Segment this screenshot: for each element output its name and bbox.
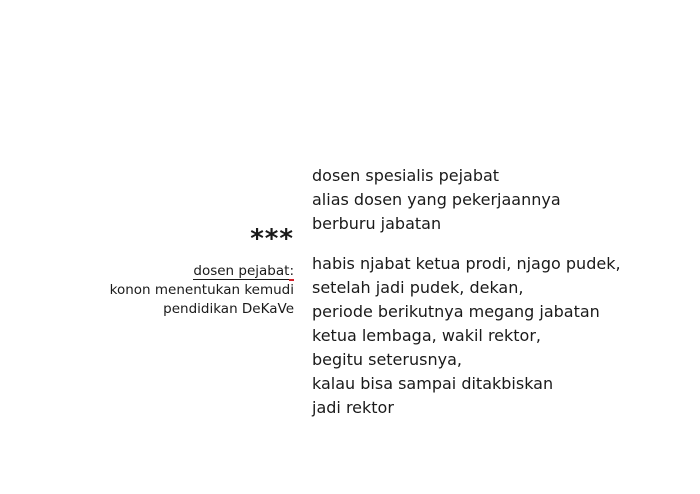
poem-line: habis njabat ketua prodi, njago pudek, xyxy=(312,254,621,273)
poem xyxy=(312,164,621,420)
poem-line: berburu jabatan xyxy=(312,214,442,233)
poem-line: dosen spesialis pejabat xyxy=(312,166,500,185)
poem-line: ketua lembaga, wakil rektor, xyxy=(312,326,542,345)
side-note-heading xyxy=(110,262,294,281)
poem-line: begitu seterusnya, xyxy=(312,350,462,369)
side-note-title: dosen pejabat xyxy=(193,263,290,279)
poem-line: jadi rektor xyxy=(312,398,394,417)
poem-line: periode berikutnya megang jabatan xyxy=(312,302,600,321)
side-note-line: konon menentukan kemudi xyxy=(109,282,294,298)
poem-line: setelah jadi pudek, dekan, xyxy=(312,278,524,297)
poem-stanza xyxy=(312,164,621,236)
side-note-line: pendidikan DeKaVe xyxy=(163,301,294,317)
poem-line: kalau bisa sampai ditakbiskan xyxy=(312,374,554,393)
poem-line: alias dosen yang pekerjaannya xyxy=(312,190,561,209)
side-note-colon: : xyxy=(289,263,294,279)
poem-stanza xyxy=(312,252,621,420)
side-note xyxy=(110,262,294,319)
section-separator-stars: *** xyxy=(250,224,294,254)
